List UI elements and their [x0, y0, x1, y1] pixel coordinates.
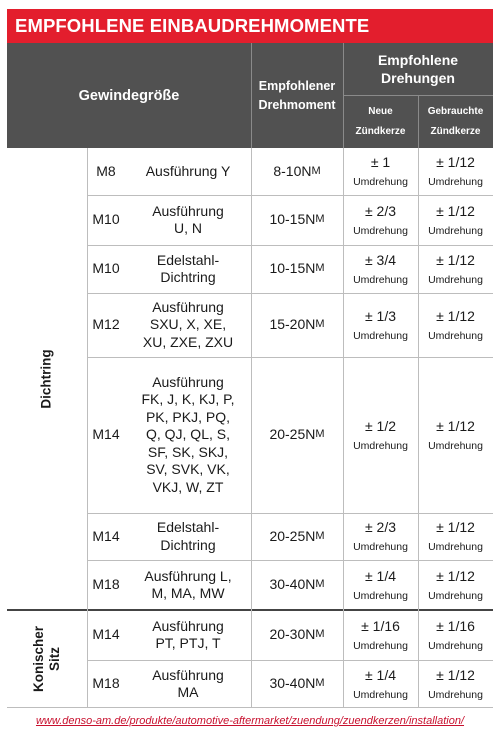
group-label-conical-seat — [7, 610, 87, 708]
turn-value: ± 1/12 — [436, 417, 475, 434]
turn-value: ± 1 — [370, 154, 391, 170]
new-plug-turns-cell — [343, 560, 418, 610]
turn-unit: Umdrehung — [353, 439, 408, 452]
thread-size-cell: M10 — [92, 211, 120, 228]
torque-cell: 30-40 N M — [269, 576, 325, 593]
turn-unit: Umdrehung — [428, 639, 483, 652]
used-plug-turns-cell — [418, 195, 493, 245]
turn-value: ± 2/3 — [364, 202, 397, 219]
version-cell: Ausführung FK, J, K, KJ, P, PK, PKJ, PQ, Q, QJ, QL, S, SF, SK, SKJ, SV, SVK, VK, VKJ, W, ZT — [141, 373, 235, 495]
source-link[interactable]: www.denso-am.de/produkte/automotive-aftermarket/zuendung/zuendkerzen/installation/ — [35, 715, 465, 727]
new-plug-turns-cell — [343, 148, 418, 195]
header-thread-size: Gewindegröße — [78, 87, 180, 104]
used-plug-turns-cell — [418, 560, 493, 610]
header-turns-line1: Empfohlene — [377, 52, 459, 68]
turn-value: ± 1/16 — [436, 617, 475, 634]
header-new-plug-line1: Neue — [368, 105, 393, 117]
header-turns — [343, 43, 493, 95]
header-new-plug — [343, 95, 418, 148]
torque-cell: 20-25 N M — [269, 426, 325, 443]
turn-unit: Umdrehung — [428, 688, 483, 701]
turn-unit: Umdrehung — [353, 329, 408, 342]
turn-unit: Umdrehung — [428, 329, 483, 342]
turn-value: ± 1/4 — [364, 567, 397, 584]
turn-unit: Umdrehung — [353, 688, 408, 701]
version-cell: Ausführung PT, PTJ, T — [152, 617, 224, 651]
torque-cell: 10-15 N M — [269, 211, 325, 228]
turn-unit: Umdrehung — [353, 224, 408, 237]
version-cell: Ausführung U, N — [152, 202, 224, 236]
turn-value: ± 1/12 — [436, 202, 475, 219]
used-plug-turns-cell — [418, 148, 493, 195]
new-plug-turns-cell — [343, 660, 418, 708]
thread-size-cell: M14 — [92, 527, 120, 544]
turn-unit: Umdrehung — [428, 439, 483, 452]
torque-table-card — [7, 9, 493, 708]
torque-cell: 10-15 N M — [269, 260, 325, 277]
group-label-sealing-ring — [7, 148, 87, 610]
header-turns-line2: Drehungen — [381, 70, 455, 86]
used-plug-turns-cell — [418, 357, 493, 513]
header-used-plug — [418, 95, 493, 148]
thread-size-cell: M8 — [96, 162, 116, 179]
version-cell: Edelstahl- Dichtring — [156, 519, 220, 553]
used-plug-turns-cell — [418, 610, 493, 660]
header-new-plug-line2: Zündkerze — [355, 125, 406, 137]
new-plug-turns-cell — [343, 293, 418, 357]
version-cell: Ausführung SXU, X, XE, XU, ZXE, ZXU — [142, 298, 234, 350]
turn-value: ± 1/12 — [436, 519, 475, 535]
used-plug-turns-cell — [418, 293, 493, 357]
torque-cell: 8-10 N M — [273, 162, 321, 179]
turn-unit: Umdrehung — [428, 176, 483, 188]
torque-cell: 20-25 N M — [269, 527, 325, 544]
torque-cell: 15-20 N M — [269, 316, 325, 333]
thread-size-cell: M12 — [92, 316, 120, 333]
turn-unit: Umdrehung — [428, 224, 483, 237]
header-used-plug-line1: Gebrauchte — [427, 105, 484, 117]
turn-unit: Umdrehung — [428, 589, 483, 602]
used-plug-turns-cell — [418, 245, 493, 293]
new-plug-turns-cell — [343, 357, 418, 513]
version-cell: Ausführung L, M, MA, MW — [144, 567, 232, 601]
turn-unit: Umdrehung — [353, 639, 408, 652]
turn-value: ± 1/12 — [436, 307, 475, 324]
table-header — [7, 43, 493, 148]
new-plug-turns-cell — [343, 195, 418, 245]
torque-cell: 30-40 N M — [269, 675, 325, 692]
version-cell: Ausführung MA — [152, 666, 224, 700]
turn-unit: Umdrehung — [428, 541, 483, 553]
header-torque-line1: Empfohlener — [258, 78, 336, 93]
header-torque-line2: Drehmoment — [258, 97, 336, 112]
thread-size-cell: M14 — [92, 426, 120, 443]
used-plug-turns-cell — [418, 513, 493, 560]
turn-unit: Umdrehung — [428, 273, 483, 286]
version-cell: Ausführung Y — [145, 162, 231, 179]
turn-value: ± 1/4 — [364, 666, 397, 683]
turn-value: ± 1/12 — [436, 567, 475, 584]
turn-value: ± 1/12 — [436, 666, 475, 683]
thread-size-cell: M18 — [92, 576, 120, 593]
turn-value: ± 1/2 — [364, 417, 397, 434]
thread-size-cell: M18 — [92, 675, 120, 692]
turn-unit: Umdrehung — [353, 273, 408, 286]
table-title: EMPFOHLENE EINBAUDREHMOMENTE — [7, 9, 493, 43]
thread-size-cell: M14 — [92, 626, 120, 643]
table-body — [7, 148, 493, 708]
thread-size-cell: M10 — [92, 260, 120, 277]
turn-unit: Umdrehung — [353, 176, 408, 188]
header-used-plug-line2: Zündkerze — [430, 125, 481, 137]
new-plug-turns-cell — [343, 513, 418, 560]
new-plug-turns-cell — [343, 610, 418, 660]
new-plug-turns-cell — [343, 245, 418, 293]
turn-unit: Umdrehung — [353, 541, 408, 553]
turn-unit: Umdrehung — [353, 589, 408, 602]
turn-value: ± 3/4 — [364, 251, 397, 268]
turn-value: ± 1/16 — [361, 617, 400, 634]
torque-cell: 20-30 N M — [269, 626, 325, 643]
turn-value: ± 1/3 — [364, 307, 397, 324]
turn-value: ± 1/12 — [436, 154, 475, 170]
turn-value: ± 1/12 — [436, 251, 475, 268]
header-torque — [251, 43, 343, 148]
turn-value: ± 2/3 — [364, 519, 397, 535]
group-label-text: Konischer Sitz — [31, 625, 62, 693]
version-cell: Edelstahl- Dichtring — [156, 251, 220, 285]
used-plug-turns-cell — [418, 660, 493, 708]
group-label-text: Dichtring — [39, 349, 54, 409]
